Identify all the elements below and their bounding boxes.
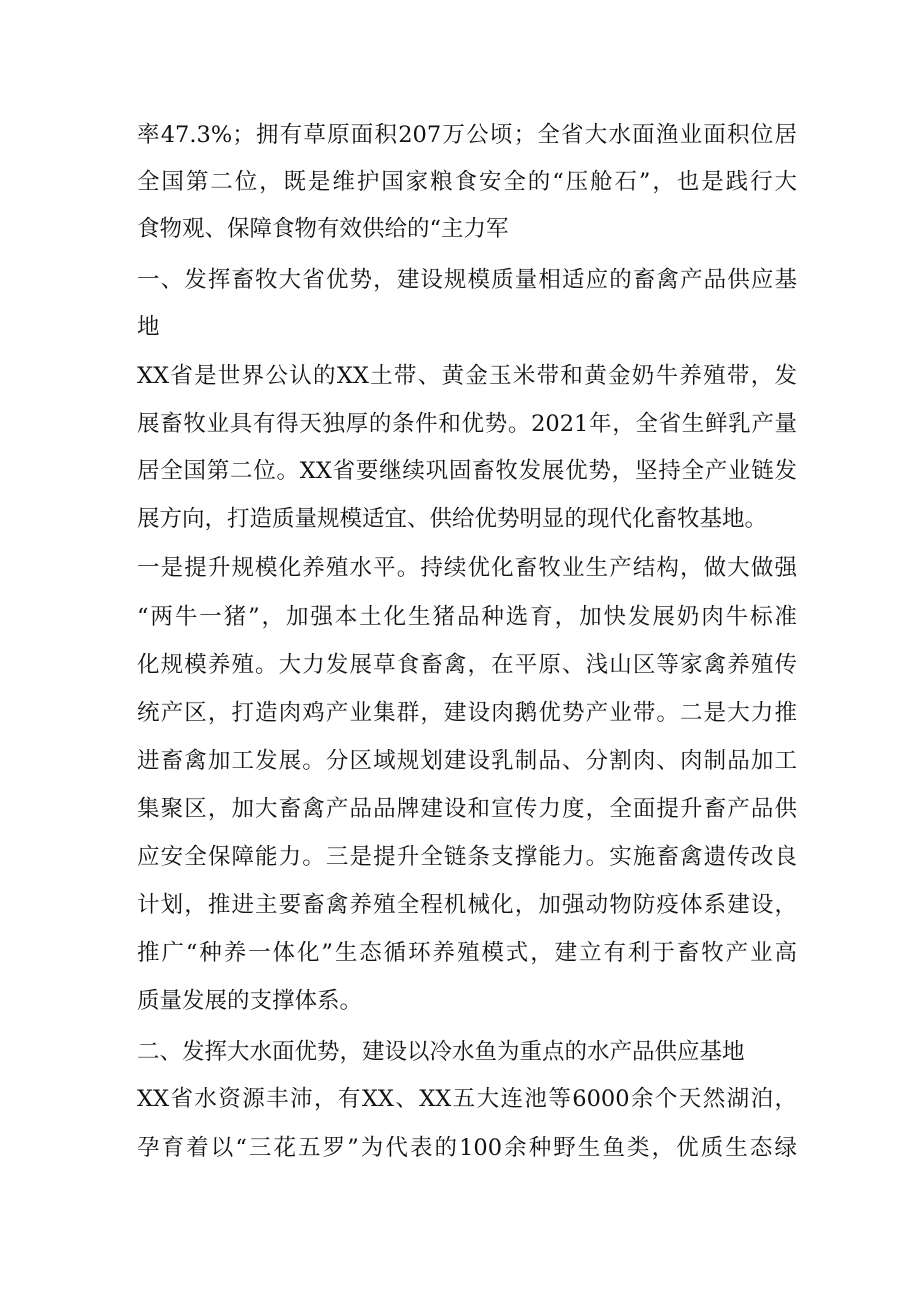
paragraph-line: 集聚区，加大畜禽产品品牌建设和宣传力度，全面提升畜产品供 bbox=[137, 796, 797, 822]
paragraph-line: 全国第二位，既是维护国家粮食安全的“压舱石”，也是践行大 bbox=[137, 169, 797, 195]
paragraph-line: XX省水资源丰沛，有XX、XX五大连池等6000余个天然湖泊， bbox=[137, 1086, 797, 1112]
section-heading-line: 地 bbox=[137, 314, 160, 340]
paragraph-line: “两牛一猪”，加强本土化生猪品种选育，加快发展奶肉牛标准 bbox=[137, 604, 797, 630]
paragraph-line: 居全国第二位。XX省要继续巩固畜牧发展优势，坚持全产业链发 bbox=[137, 458, 797, 484]
paragraph-line: 率47.3%；拥有草原面积207万公顷；全省大水面渔业面积位居 bbox=[137, 122, 797, 148]
paragraph-line: 化规模养殖。大力发展草食畜禽，在平原、浅山区等家禽养殖传 bbox=[137, 652, 797, 678]
paragraph-line: 计划，推进主要畜禽养殖全程机械化，加强动物防疫体系建设， bbox=[137, 892, 797, 918]
paragraph-line: 展方向，打造质量规模适宜、供给优势明显的现代化畜牧基地。 bbox=[137, 506, 768, 532]
paragraph-line: 一是提升规模化养殖水平。持续优化畜牧业生产结构，做大做强 bbox=[137, 555, 797, 581]
section-heading-line: 一、发挥畜牧大省优势，建设规模质量相适应的畜禽产品供应基 bbox=[137, 267, 797, 293]
paragraph-line: XX省是世界公认的XX土带、黄金玉米带和黄金奶牛养殖带，发 bbox=[137, 363, 797, 389]
section-heading-line: 二、发挥大水面优势，建设以冷水鱼为重点的水产品供应基地 bbox=[137, 1039, 745, 1065]
paragraph-line: 统产区，打造肉鸡产业集群，建设肉鹅优势产业带。二是大力推 bbox=[137, 700, 797, 726]
paragraph-line: 推广“种养一体化”生态循环养殖模式，建立有利于畜牧产业高 bbox=[137, 940, 797, 966]
paragraph-line: 进畜禽加工发展。分区域规划建设乳制品、分割肉、肉制品加工 bbox=[137, 748, 797, 774]
paragraph-line: 展畜牧业具有得天独厚的条件和优势。2021年，全省生鲜乳产量 bbox=[137, 411, 797, 437]
paragraph-line: 应安全保障能力。三是提升全链条支撑能力。实施畜禽遗传改良 bbox=[137, 844, 797, 870]
paragraph-line: 孕育着以“三花五罗”为代表的100余种野生鱼类，优质生态绿 bbox=[137, 1135, 797, 1161]
paragraph-line: 质量发展的支撑体系。 bbox=[137, 988, 363, 1014]
paragraph-line: 食物观、保障食物有效供给的“主力军 bbox=[137, 216, 509, 242]
